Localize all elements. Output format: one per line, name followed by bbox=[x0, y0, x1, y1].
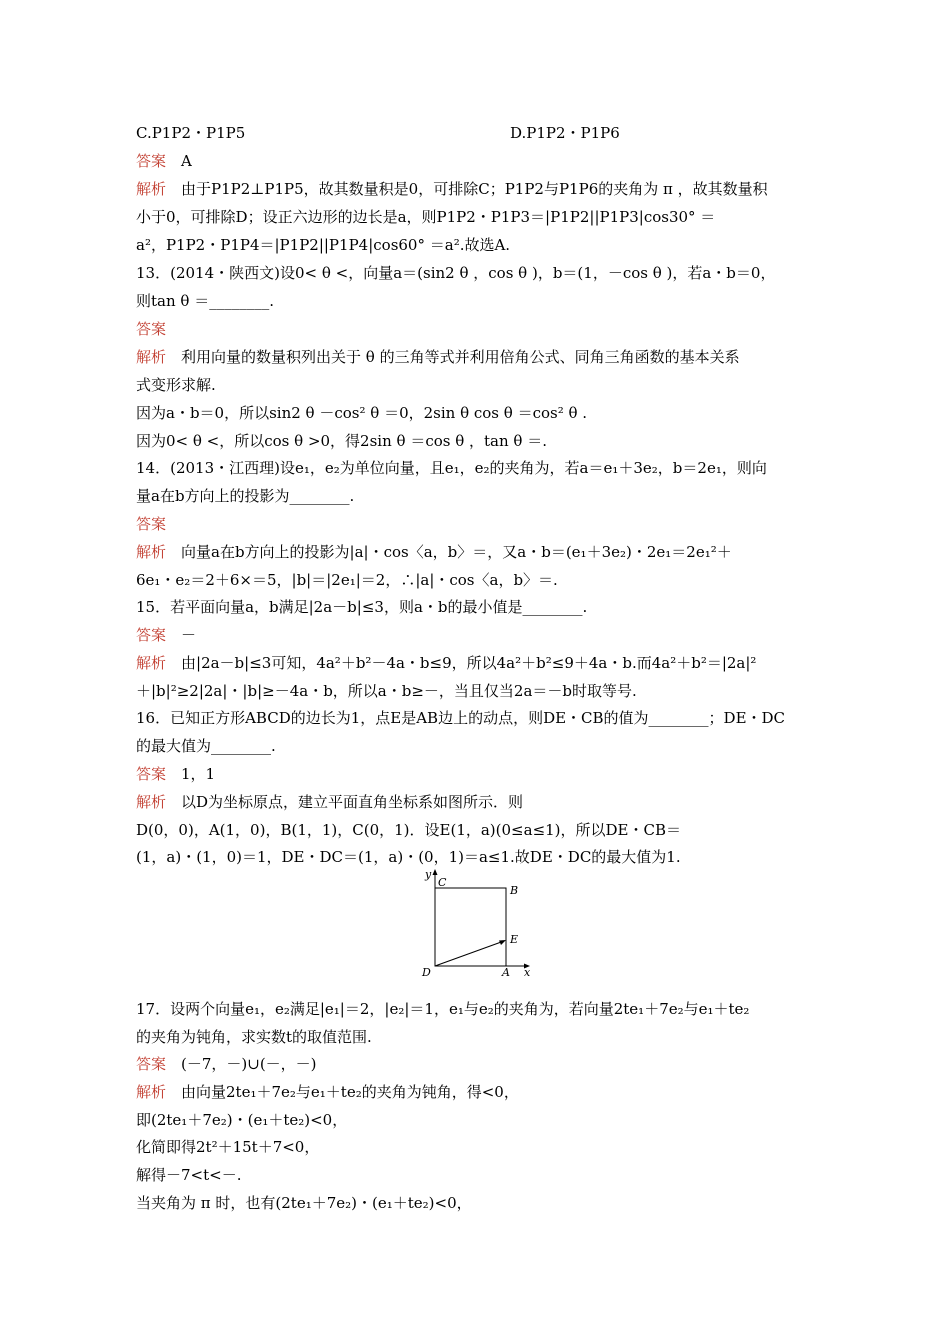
option-d-text: D.P1P2・P1P6 bbox=[510, 124, 620, 142]
text-line bbox=[136, 570, 558, 590]
analysis-tag: 解析 bbox=[136, 1083, 167, 1101]
text-line bbox=[136, 542, 732, 562]
line-text: － bbox=[166, 626, 197, 644]
text-line bbox=[136, 263, 775, 283]
text-line bbox=[136, 123, 620, 143]
text-line bbox=[136, 431, 547, 451]
fig-label-b: B bbox=[510, 884, 519, 897]
line-text: ＋|b|²≥2|2a|・|b|≥－4a・b，所以a・b≥－，当且仅当2a＝－b时取等号. bbox=[136, 682, 637, 700]
line-text: 以D为坐标原点，建立平面直角坐标系如图所示．则 bbox=[166, 793, 524, 811]
fig-label-c: C bbox=[438, 876, 447, 889]
text-line bbox=[136, 514, 166, 534]
text-line bbox=[136, 1054, 317, 1074]
answer-tag: 答案 bbox=[136, 515, 167, 533]
line-text: 即(2te₁＋7e₂)・(e₁＋te₂)<0， bbox=[136, 1111, 348, 1129]
text-line bbox=[136, 1137, 319, 1157]
analysis-tag: 解析 bbox=[136, 793, 167, 811]
text-line bbox=[136, 235, 510, 255]
line-text: 当夹角为 π 时，也有(2te₁＋7e₂)・(e₁＋te₂)<0， bbox=[136, 1194, 472, 1212]
text-line bbox=[136, 736, 276, 756]
line-text: 1，1 bbox=[166, 765, 216, 783]
analysis-tag: 解析 bbox=[136, 543, 167, 561]
text-line bbox=[136, 486, 354, 506]
answer-tag: 答案 bbox=[136, 320, 167, 338]
text-line bbox=[136, 999, 749, 1019]
text-line bbox=[136, 653, 756, 673]
text-line bbox=[136, 681, 637, 701]
line-text: 向量a在b方向上的投影为|a|・cos〈a，b〉＝，又a・b＝(e₁＋3e₂)・2e₁＝2e₁²＋ bbox=[166, 543, 732, 561]
text-line bbox=[136, 347, 740, 367]
analysis-tag: 解析 bbox=[136, 180, 167, 198]
line-text: D(0，0)，A(1，0)，B(1，1)，C(0，1)．设E(1，a)(0≤a≤1)，所以DE・CB＝ bbox=[136, 821, 682, 839]
line-text: 量a在b方向上的投影为________. bbox=[136, 487, 355, 505]
line-text: 因为a・b＝0，所以sin2 θ －cos² θ ＝0，2sin θ cos θ ＝cos² θ . bbox=[136, 404, 588, 422]
fig-label-x: x bbox=[524, 966, 531, 979]
text-line bbox=[136, 597, 587, 617]
line-text: 16．已知正方形ABCD的边长为1，点E是AB边上的动点，则DE・CB的值为________；DE・DC bbox=[136, 709, 786, 727]
text-line bbox=[136, 847, 681, 867]
line-text: (1，a)・(1，0)＝1，DE・DC＝(1，a)・(0，1)＝a≤1.故DE・DC的最大值为1. bbox=[136, 848, 681, 866]
text-line bbox=[136, 207, 715, 227]
line-text: 15．若平面向量a，b满足|2a－b|≤3，则a・b的最小值是________. bbox=[136, 598, 588, 616]
answer-tag: 答案 bbox=[136, 1055, 167, 1073]
line-text: 的夹角为钝角，求实数t的取值范围. bbox=[136, 1028, 372, 1046]
analysis-tag: 解析 bbox=[136, 348, 167, 366]
text-line bbox=[136, 375, 216, 395]
line-text: 17．设两个向量e₁，e₂满足|e₁|＝2，|e₂|＝1，e₁与e₂的夹角为，若向量2te₁＋7e₂与e₁＋te₂ bbox=[136, 1000, 750, 1018]
text-line bbox=[136, 1193, 472, 1213]
text-line bbox=[136, 708, 785, 728]
fig-label-e: E bbox=[510, 933, 519, 946]
line-text: C.P1P2・P1P5 bbox=[136, 124, 246, 142]
line-text: 式变形求解. bbox=[136, 376, 216, 394]
line-text: 由|2a－b|≤3可知，4a²＋b²－4a・b≤9，所以4a²＋b²≤9＋4a・b.而4a²＋b²＝|2a|² bbox=[166, 654, 757, 672]
line-text: 化简即得2t²＋15t＋7<0， bbox=[136, 1138, 320, 1156]
text-line bbox=[136, 792, 523, 812]
coordinate-figure bbox=[415, 866, 535, 982]
text-line bbox=[136, 291, 274, 311]
text-line bbox=[136, 1027, 372, 1047]
fig-label-a: A bbox=[502, 966, 510, 979]
text-line bbox=[136, 1165, 241, 1185]
text-line bbox=[136, 1082, 519, 1102]
text-line bbox=[136, 179, 768, 199]
line-text: 由向量2te₁＋7e₂与e₁＋te₂的夹角为钝角，得<0， bbox=[166, 1083, 519, 1101]
line-text: 的最大值为________. bbox=[136, 737, 276, 755]
line-text: 因为0< θ <，所以cos θ >0，得2sin θ ＝cos θ ，tan θ ＝. bbox=[136, 432, 547, 450]
line-text: 则tan θ ＝________. bbox=[136, 292, 274, 310]
line-text: 解得－7<t<－. bbox=[136, 1166, 242, 1184]
line-text: 由于P1P2⊥P1P5，故其数量积是0，可排除C；P1P2与P1P6的夹角为 π ，故其数量积 bbox=[166, 180, 768, 198]
text-line bbox=[136, 319, 166, 339]
line-text: 13．(2014・陕西文)设0< θ <，向量a＝(sin2 θ ，cos θ )，b＝(1，－cos θ )，若a・b＝0， bbox=[136, 264, 776, 282]
text-line bbox=[136, 458, 767, 478]
answer-tag: 答案 bbox=[136, 152, 167, 170]
line-text: 利用向量的数量积列出关于 θ 的三角等式并利用倍角公式、同角三角函数的基本关系 bbox=[166, 348, 740, 366]
text-line bbox=[136, 403, 587, 423]
text-line bbox=[136, 625, 196, 645]
fig-label-y: y bbox=[425, 868, 432, 881]
line-text: (－7，－)∪(－，－) bbox=[166, 1055, 317, 1073]
answer-tag: 答案 bbox=[136, 765, 167, 783]
text-line bbox=[136, 820, 681, 840]
text-line bbox=[136, 151, 192, 171]
line-text: A bbox=[166, 152, 192, 170]
line-text: 小于0，可排除D；设正六边形的边长是a，则P1P2・P1P3＝|P1P2||P1P3|cos30° ＝ bbox=[136, 208, 716, 226]
analysis-tag: 解析 bbox=[136, 654, 167, 672]
line-text: a²，P1P2・P1P4＝|P1P2||P1P4|cos60° ＝a².故选A. bbox=[136, 236, 511, 254]
fig-label-d: D bbox=[422, 966, 431, 979]
text-line bbox=[136, 1110, 347, 1130]
answer-tag: 答案 bbox=[136, 626, 167, 644]
text-line bbox=[136, 764, 215, 784]
line-text: 6e₁・e₂＝2＋6×＝5，|b|＝|2e₁|＝2，∴|a|・cos〈a，b〉＝. bbox=[136, 571, 558, 589]
line-text: 14．(2013・江西理)设e₁，e₂为单位向量，且e₁，e₂的夹角为，若a＝e₁＋3e₂，b＝2e₁，则向 bbox=[136, 459, 767, 477]
